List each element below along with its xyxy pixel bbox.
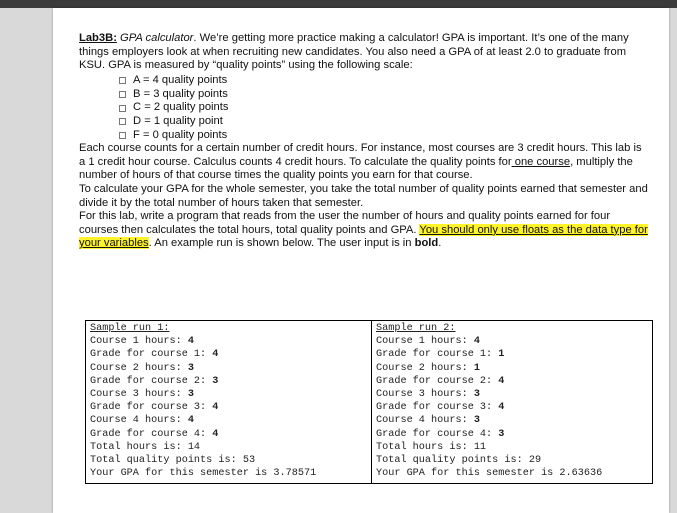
lab-id: Lab3B: [79,32,117,44]
console-prompt: Total quality points is: 53 [90,454,256,466]
console-line [90,442,367,455]
user-input: 4 [498,375,505,387]
console-prompt: Course 4 hours: [376,415,474,427]
console-line [376,349,648,362]
user-input: 1 [498,349,505,361]
list-item [119,129,649,143]
console-line [376,402,648,415]
console-prompt: Course 2 hours: [90,362,188,374]
console-line [90,455,367,468]
sample-run-1-cell [86,321,372,484]
sample-run-title: Sample run 1: [90,323,170,334]
user-input: 3 [187,388,194,400]
sample-runs-table [85,320,653,484]
intro-text: . We’re getting more practice making a calculator! GPA is important. It’s one of the many things employers look at when recruiting new candidates. You also need a GPA of at least 2.0 to graduate from KSU. GPA is measured by “quality points” using the following scale: [79,32,629,72]
para4-bold: bold [414,237,439,250]
user-input: 4 [187,415,194,427]
scale-item-text: B = 3 quality points [133,87,228,100]
scale-item-text: A = 4 quality points [133,73,228,86]
console-prompt: Grade for course 4: [90,428,213,440]
grade-scale-list [79,74,649,142]
console-prompt: Course 4 hours: [90,415,188,427]
console-prompt: Course 3 hours: [376,388,474,400]
user-input: 3 [498,428,505,440]
console-line [376,468,648,481]
console-prompt: Grade for course 3: [90,402,213,414]
instructions-paragraph [79,210,649,251]
console-line [376,376,648,389]
document-content [79,32,649,251]
console-line [376,455,648,468]
console-prompt: Total hours is: 11 [376,441,487,453]
console-line [90,468,367,481]
console-line [90,336,367,349]
user-input: 4 [212,349,219,361]
credit-hours-paragraph [79,142,649,183]
console-line [90,363,367,376]
console-line [90,376,367,389]
viewer-top-bar [0,0,677,8]
gpa-paragraph: To calculate your GPA for the whole semester, you take the total number of quality points earned that semester and divide it by the total number of hours taken that semester. [79,183,648,209]
console-line [376,336,648,349]
console-line [376,415,648,428]
scale-item-text: F = 0 quality points [133,128,228,141]
user-input: 3 [473,388,480,400]
console-prompt: Your GPA for this semester is 2.63636 [376,468,603,480]
user-input: 4 [212,428,219,440]
bullet-box-icon [119,132,126,139]
console-prompt: Course 1 hours: [90,336,188,348]
para2-underline: one course [511,155,571,168]
user-input: 4 [212,402,219,414]
user-input: 1 [473,362,480,374]
scale-item-text: C = 2 quality points [133,101,229,114]
highlighted-text: You should only use floats as the data type for your variables [79,223,648,250]
console-line [376,429,648,442]
console-prompt: Grade for course 2: [376,375,499,387]
console-prompt: Total quality points is: 29 [376,454,542,466]
user-input: 3 [212,375,219,387]
bullet-box-icon [119,105,126,112]
console-line [90,429,367,442]
scale-item-text: D = 1 quality point [133,114,223,127]
lab-title: GPA calculator [120,32,194,44]
console-prompt: Grade for course 2: [90,375,213,387]
console-prompt: Grade for course 1: [376,349,499,361]
console-prompt: Course 2 hours: [376,362,474,374]
console-prompt: Grade for course 3: [376,402,499,414]
list-item [119,87,649,101]
sample-run-title: Sample run 2: [376,323,456,334]
list-item [119,115,649,129]
user-input: 3 [187,362,194,374]
console-line [376,442,648,455]
console-line [90,389,367,402]
para4-text-end: . [438,237,442,250]
console-line [90,349,367,362]
user-input: 3 [473,415,480,427]
console-line [376,389,648,402]
console-prompt: Total hours is: 14 [90,441,201,453]
console-line [90,402,367,415]
console-prompt: Course 1 hours: [376,336,474,348]
bullet-box-icon [119,77,126,84]
para4-text: For this lab, write a program that reads from the user the number of hours and quality points earned for four courses then calculates the total hours, total quality points and GPA. [79,210,611,236]
document-page [53,8,669,513]
console-line [376,363,648,376]
list-item [119,74,649,88]
para2-text-end: , multiply the number of hours of that course times the quality points you earn for that course. [79,155,633,182]
para2-text: Each course counts for a certain number of credit hours. For instance, most courses are 3 credit hours. This lab is a 1 credit hour course. Calculus counts 4 credit hours. To calculate the quality points for [79,142,642,168]
console-prompt: Course 3 hours: [90,388,188,400]
console-prompt: Grade for course 4: [376,428,499,440]
intro-paragraph [79,32,649,73]
bullet-box-icon [119,118,126,125]
console-line [90,415,367,428]
user-input: 4 [498,402,505,414]
user-input: 4 [187,336,194,348]
console-prompt: Grade for course 1: [90,349,213,361]
para4-text-mid: . An example run is shown below. The user input is in [148,237,415,250]
console-prompt: Your GPA for this semester is 3.78571 [90,468,317,480]
user-input: 4 [473,336,480,348]
sample-run-2-cell [372,321,653,484]
list-item [119,101,649,115]
bullet-box-icon [119,91,126,98]
